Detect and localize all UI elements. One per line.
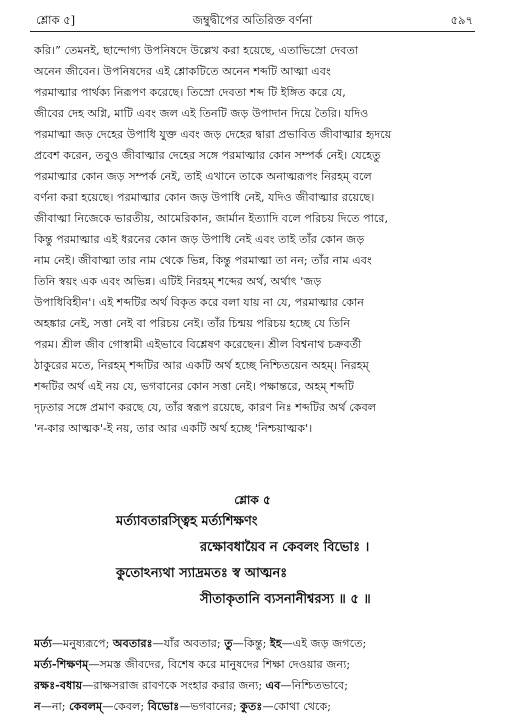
sanskrit-term: মর্ত্য-শিক্ষণম্	[34, 657, 89, 671]
synonym-line	[34, 675, 474, 696]
text-line: শব্দটির অর্থ এই নয় যে, ভগবানের কোন সত্তা নেই। পক্ষান্তরে, অহম্ শব্দটি	[34, 380, 354, 393]
verse-heading: শ্লোক ৫	[234, 493, 271, 507]
text-line: নাম নেই। জীবাত্মা তার নাম থেকে ভিন্ন, কিন্তু পরমাত্মা তা নন; তাঁর নাম এবং	[34, 254, 372, 267]
text-line: উপাধিবিহীন'। এই শব্দটির অর্থ বিকৃত করে বলা যায় না যে, পরমাত্মার কোন	[34, 296, 364, 309]
verse-line: মর্ত্যাবতারস্ত্বিহ মর্ত্যশিক্ষণং	[116, 514, 258, 529]
text-line: প্রবেশ করেন, তবুও জীবাত্মার দেহের সঙ্গে পরমাত্মার কোন সম্পর্ক নেই। যেহেতু	[34, 149, 381, 162]
text-line: জীবাত্মা নিজেকে ভারতীয়, আমেরিকান, জার্মান ইত্যাদি বলে পরিচয় দিতে পারে,	[34, 212, 389, 225]
sanskrit-term: রক্ষঃ-বধায়	[34, 678, 83, 692]
header-verse-ref: শ্লোক ৫]	[36, 13, 76, 27]
sanskrit-term: বিভোঃ	[147, 699, 180, 713]
text-line: দৃঢ়তার সঙ্গে প্রমাণ করছে যে, তাঁর স্বরূপ রয়েছে, কারণ নিঃ শব্দটির অর্থ কেবল	[34, 401, 377, 414]
sanskrit-term: এব	[265, 678, 281, 692]
header-page-number: ৫৯৭	[450, 13, 473, 27]
term-meaning: —মনুষ্যরূপে;	[51, 637, 113, 650]
sanskrit-term: অবতারঃ	[112, 636, 153, 650]
term-meaning: —এই জড় জগতে;	[281, 637, 367, 650]
text-line: ঠাকুরের মতে, নিরহম্ শব্দটির আর একটি অর্থ হচ্ছে নিশ্চিতয়েন অহম্। নিরহম্	[34, 359, 369, 372]
text-line: পরমাত্মার কোন জড় সম্পর্ক নেই, তাই এখানে তাকে অনাত্মরূপং নিরহম্ বলে	[34, 170, 372, 183]
verse-line: কুতোঽন্যথা স্যাদ্রমতঃ স্ব আত্মনঃ	[116, 566, 288, 581]
text-line: পরমাত্মার পার্থক্য নিরূপণ করেছে। তিস্রো দেবতা শব্দ টি ইঙ্গিত করে যে,	[34, 86, 346, 99]
word-for-word-synonyms	[34, 633, 474, 717]
text-line: পরমাত্মা জড় দেহের উপাধি যুক্ত এবং জড় দেহের দ্বারা প্রভাবিত জীবাত্মার হৃদয়ে	[34, 128, 392, 141]
text-line: বর্ণনা করা হয়েছে। পরমাত্মার কোন জড় উপাধি নেই, যদিও জীবাত্মার রয়েছে।	[34, 191, 375, 204]
synonym-line	[34, 633, 474, 654]
text-line: অহঙ্কার নেই, সত্তা নেই বা পরিচয় নেই। তাঁর চিন্ময় পরিচয় হচ্ছে যে তিনি	[34, 317, 351, 330]
text-line: অনেন জীবেন। উপনিষদের এই শ্লোকটিতে অনেন শব্দটি আত্মা এবং	[34, 65, 331, 78]
text-line: 'ন-কার আত্মক'-ই নয়, তার আর একটি অর্থ হচ্ছে 'নিশ্চয়াত্মক'।	[34, 422, 313, 435]
sanskrit-term: ন	[34, 699, 41, 713]
term-meaning: —না;	[40, 700, 70, 713]
term-meaning: —কোথা থেকে;	[262, 700, 332, 713]
term-meaning: —সমস্ত জীবদের, বিশেষ করে মানুষদের শিক্ষা দেওয়ার জন্য;	[88, 658, 351, 671]
text-line: জীবের দেহ অগ্নি, মাটি এবং জল এই তিনটি জড় উপাদান দিয়ে তৈরি। যদিও	[34, 107, 369, 120]
synonym-line	[34, 654, 474, 675]
synonym-line	[34, 696, 474, 717]
text-line: পরম। শ্রীল জীব গোস্বামী এইভাবে বিশ্লেষণ করেছেন। শ্রীল বিশ্বনাথ চক্রবর্তী	[34, 338, 362, 351]
sanskrit-term: কেবলম্	[69, 699, 103, 713]
text-line: তিনি স্বয়ং এক এবং অভিন্ন। এটিই নিরহম্ শব্দের অর্থ, অর্থাৎ 'জড়	[34, 275, 322, 288]
header-divider	[30, 31, 475, 32]
term-meaning: —রাক্ষসরাজ রাবণকে সংহার করার জন্য;	[82, 679, 266, 692]
text-line: কিন্তু পরমাত্মার এই ধরনের কোন জড় উপাধি নেই এবং তাই তাঁর কোন জড়	[34, 233, 365, 246]
term-meaning: —কিন্তু;	[232, 637, 270, 650]
term-meaning: —কেবল;	[102, 700, 148, 713]
text-line: করি।” তেমনই, ছান্দোগ্য উপনিষদে উল্লেখ করা হয়েছে, এতাভিস্রো দেবতা	[34, 44, 359, 57]
sanskrit-term: ইহ	[269, 636, 282, 650]
sanskrit-term: তু	[224, 636, 233, 650]
verse-line: রক্ষোবধায়ৈব ন কেবলং বিভোঃ ।	[200, 540, 370, 555]
sanskrit-term: মর্ত্য	[34, 636, 52, 650]
verse-line: সীতাকৃতানি ব্যসনানীশ্বরস্য ॥ ৫ ॥	[200, 592, 371, 607]
sanskrit-term: কুতঃ	[240, 699, 263, 713]
term-meaning: —যাঁর অবতার;	[152, 637, 225, 650]
term-meaning: —ভগবানের;	[179, 700, 241, 713]
purport-text	[34, 40, 474, 439]
term-meaning: —নিশ্চিতভাবে;	[280, 679, 349, 692]
header-chapter-title: জম্বুদ্বীপের অতিরিক্ত বর্ণনা	[192, 13, 313, 27]
